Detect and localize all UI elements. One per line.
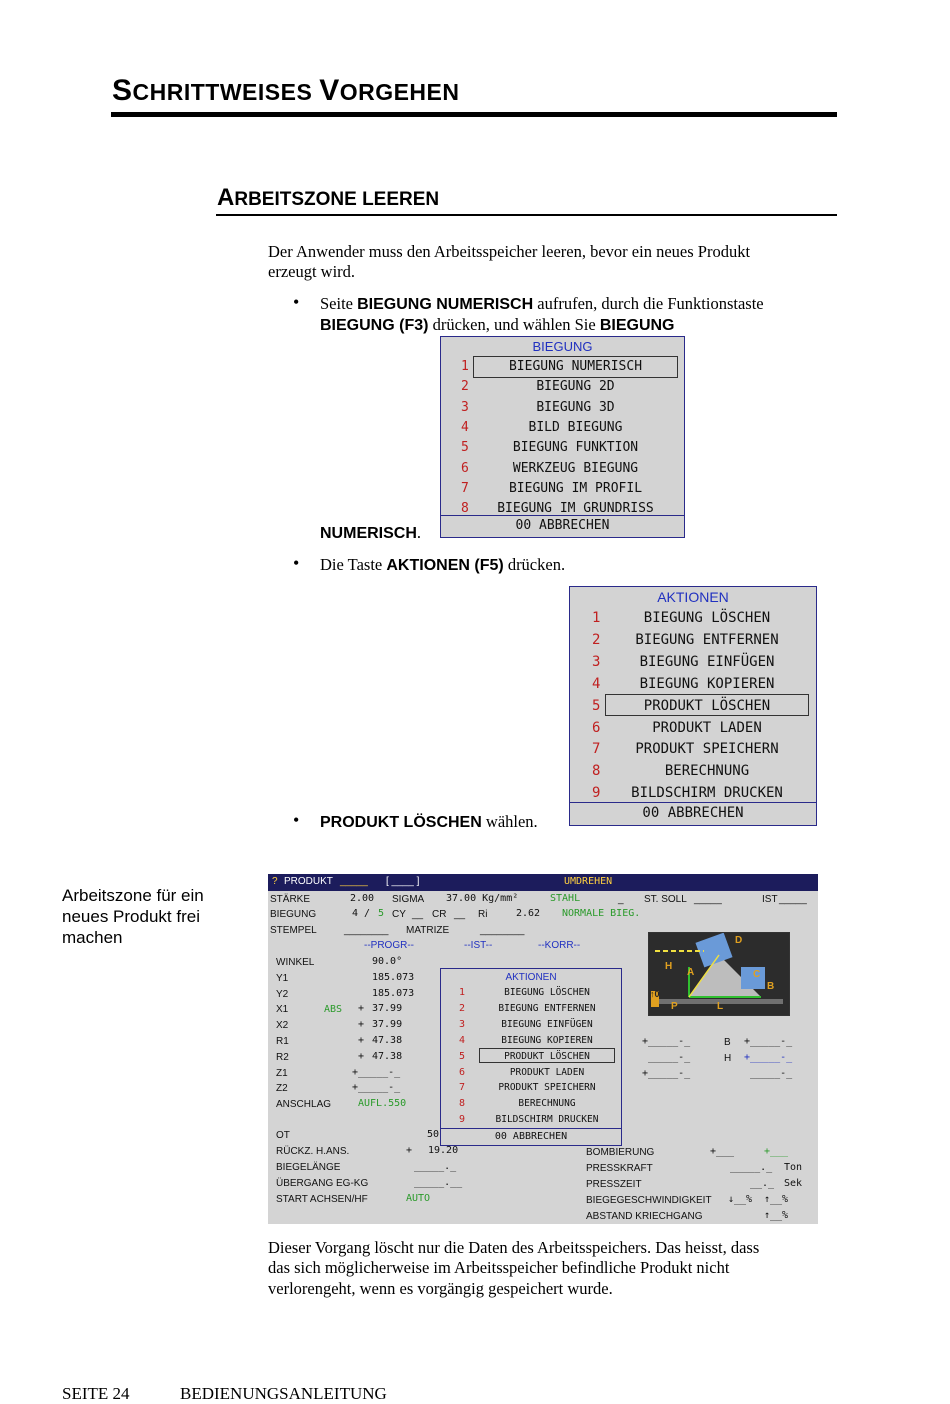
footer-title: BEDIENUNGSANLEITUNG xyxy=(180,1384,387,1403)
st-soll-label: ST. SOLL xyxy=(644,894,687,905)
outro-line-2: das sich möglicherweise im Arbeitsspeicher befindliche Produkt nicht xyxy=(268,1258,730,1277)
cy-label: CY xyxy=(392,909,406,920)
menu-item[interactable] xyxy=(441,378,684,398)
menu-item-label: BILDSCHIRM DRUCKEN xyxy=(631,785,783,802)
field-h-label: H xyxy=(724,1053,732,1064)
biegung-total: 5 xyxy=(378,908,385,919)
menu-item[interactable] xyxy=(441,1097,621,1112)
menu-item[interactable] xyxy=(570,762,816,783)
menu-item-number: 5 xyxy=(459,1050,466,1062)
menu-item-number: 8 xyxy=(459,1098,466,1110)
parameter-value[interactable]: 47.38 xyxy=(372,1050,403,1062)
menu-item-label: BIEGUNG 3D xyxy=(536,399,615,415)
biegung-current: 4 / xyxy=(352,908,371,919)
side-note-line: machen xyxy=(62,928,123,947)
parameter-value[interactable]: 185.073 xyxy=(372,987,415,999)
sigma-value: 37.00 Kg/mm² xyxy=(446,893,519,904)
menu-title: AKTIONEN xyxy=(505,972,557,983)
page-number: SEITE 24 xyxy=(62,1384,130,1403)
start-achsen-value: AUTO xyxy=(406,1193,431,1204)
menu-item-number: 5 xyxy=(592,697,601,714)
side-note-line: neues Produkt frei xyxy=(62,907,200,926)
abs-label: ABS xyxy=(324,1004,343,1015)
screen-number: ? xyxy=(272,876,278,887)
menu-item-label: BERECHNUNG xyxy=(518,1098,576,1110)
menu-item[interactable] xyxy=(441,1113,621,1128)
subsection-title-rule xyxy=(216,214,837,216)
menu-item[interactable] xyxy=(441,1018,621,1033)
ot-label: OT xyxy=(276,1130,290,1141)
menu-item[interactable] xyxy=(570,719,816,740)
menu-item[interactable] xyxy=(570,653,816,674)
menu-item-label: BILDSCHIRM DRUCKEN xyxy=(495,1114,599,1126)
bombierung-field-b[interactable]: +___ xyxy=(764,1146,789,1157)
subsection-title: ARBEITSZONE LEEREN xyxy=(217,184,440,211)
field-r2a[interactable]: _____-_ xyxy=(648,1052,691,1063)
bullet-1-line-3: NUMERISCH. xyxy=(320,523,422,542)
menu-item-label: BIEGUNG LÖSCHEN xyxy=(504,987,590,998)
bullet-1-line-2: BIEGUNG (F3) drücken, und wählen Sie BIEGUNG xyxy=(320,315,675,334)
uebergang-field[interactable]: _____.__ xyxy=(414,1177,463,1188)
menu-item[interactable] xyxy=(570,609,816,630)
menu-item[interactable] xyxy=(441,399,684,419)
menu-item-number: 6 xyxy=(459,1066,466,1078)
menu-title: BIEGUNG xyxy=(532,339,593,354)
menu-item-number: 4 xyxy=(592,675,601,692)
parameter-sign: + xyxy=(358,1050,365,1062)
menu-item-label: BIEGUNG NUMERISCH xyxy=(508,359,643,374)
material-value: STAHL xyxy=(550,893,581,904)
cy-field[interactable]: __ xyxy=(412,909,424,920)
menu-item-number: 7 xyxy=(459,1082,466,1094)
product-name-field[interactable]: _____ xyxy=(340,876,368,887)
menu-item-number: 6 xyxy=(461,460,469,476)
bend-diagram xyxy=(648,932,790,1016)
abbrechen-button[interactable]: 00 ABBRECHEN xyxy=(441,1128,621,1145)
abbrechen-button[interactable]: 00 ABBRECHEN xyxy=(570,802,816,825)
parameter-sign: + xyxy=(358,1035,365,1046)
korr-column-header: --KORR-- xyxy=(538,940,581,951)
intro-line-2: erzeugt wird. xyxy=(268,262,356,281)
progr-column-header: --PROGR-- xyxy=(364,940,414,951)
parameter-label: ANSCHLAG xyxy=(276,1099,332,1111)
material-field: _ xyxy=(618,894,624,905)
menu-item-label: PRODUKT LADEN xyxy=(509,1066,585,1078)
menu-item[interactable] xyxy=(441,1002,621,1017)
menu-item-number: 2 xyxy=(459,1002,466,1014)
presskraft-field[interactable]: _____._ xyxy=(730,1162,773,1173)
ist-column-header: --IST-- xyxy=(464,940,493,951)
menu-item-number: 9 xyxy=(592,785,601,802)
menu-item[interactable] xyxy=(570,675,816,696)
bombierung-field-a[interactable]: +___ xyxy=(710,1146,735,1157)
menu-item-label: BIEGUNG 2D xyxy=(536,379,615,395)
parameter-label: Z2 xyxy=(276,1083,288,1095)
field-r3a[interactable]: +_____-_ xyxy=(642,1068,691,1079)
parameter-label: X1 xyxy=(276,1004,289,1016)
machine-screen xyxy=(268,874,818,1224)
diagram-label-l: L xyxy=(717,1001,724,1012)
parameter-value[interactable]: 37.99 xyxy=(372,1019,403,1031)
menu-item[interactable] xyxy=(441,439,684,459)
presskraft-label: PRESSKRAFT xyxy=(586,1163,653,1174)
parameter-value: AUFL.550 xyxy=(358,1098,407,1110)
diagram-label-b: B xyxy=(767,981,775,992)
presszeit-label: PRESSZEIT xyxy=(586,1179,642,1190)
bullet-3-line: PRODUKT LÖSCHEN wählen. xyxy=(320,812,538,831)
staerke-label: STÄRKE xyxy=(270,894,311,905)
cr-label: CR xyxy=(432,909,447,920)
bombierung-label: BOMBIERUNG xyxy=(586,1147,655,1158)
menu-item-label: BIEGUNG IM PROFIL xyxy=(508,480,643,496)
diagram-label-c: C xyxy=(753,969,761,980)
diagram-label-d: D xyxy=(735,935,743,946)
aktionen-menu xyxy=(569,586,817,826)
menu-item-number: 6 xyxy=(592,719,601,736)
rueckz-label: RÜCKZ. H.ANS. xyxy=(276,1146,350,1157)
menu-item-number: 2 xyxy=(461,379,469,395)
ist-label: IST xyxy=(762,894,778,905)
parameter-value[interactable]: +_____-_ xyxy=(352,1066,401,1078)
parameter-value[interactable]: 47.38 xyxy=(372,1035,403,1046)
bullet-1-line-1: Seite BIEGUNG NUMERISCH aufrufen, durch die Funktionstaste xyxy=(320,294,764,313)
screen-title-bar xyxy=(268,874,818,891)
screen-title: PRODUKT xyxy=(284,876,333,887)
menu-item[interactable] xyxy=(441,1081,621,1096)
matrize-label: MATRIZE xyxy=(406,925,450,936)
cr-field[interactable]: __ xyxy=(454,909,466,920)
parameter-label: Y2 xyxy=(276,988,289,1000)
menu-item-label: BILD BIEGUNG xyxy=(528,419,623,435)
menu-item[interactable] xyxy=(441,480,684,500)
parameter-sign: + xyxy=(358,1003,365,1015)
section-title-rule xyxy=(111,112,837,117)
menu-item[interactable] xyxy=(441,1050,621,1065)
biegegeschw-label: BIEGEGESCHWINDIGKEIT xyxy=(586,1195,712,1206)
field-h[interactable]: +_____-_ xyxy=(744,1052,793,1063)
start-achsen-label: START ACHSEN/HF xyxy=(276,1194,368,1205)
menu-item-label: PRODUKT LÖSCHEN xyxy=(504,1050,590,1062)
diagram-label-a: A xyxy=(687,967,695,978)
menu-item-label: BIEGUNG EINFÜGEN xyxy=(501,1018,593,1030)
presszeit-unit: Sek xyxy=(784,1178,803,1189)
menu-item-number: 3 xyxy=(459,1018,466,1030)
menu-item-label: PRODUKT SPEICHERN xyxy=(635,741,779,758)
menu-item-number: 1 xyxy=(592,610,601,626)
biegelaenge-field[interactable]: _____._ xyxy=(414,1161,457,1172)
parameter-label: R1 xyxy=(276,1036,289,1047)
biegelaenge-label: BIEGELÄNGE xyxy=(276,1162,341,1173)
menu-item-label: PRODUKT LÖSCHEN xyxy=(643,697,771,714)
parameter-label: R2 xyxy=(276,1051,289,1063)
menu-item-number: 7 xyxy=(592,741,601,758)
parameter-label: Z1 xyxy=(276,1067,288,1079)
field-r1a[interactable]: +_____-_ xyxy=(642,1036,691,1047)
presskraft-unit: Ton xyxy=(784,1162,803,1173)
biegegeschw-field-b[interactable]: ↑__% xyxy=(764,1194,789,1205)
aktionen-overlay-menu xyxy=(440,968,622,1146)
menu-item-number: 1 xyxy=(461,359,469,374)
outro-line-1: Dieser Vorgang löscht nur die Daten des Arbeitsspeichers. Das heisst, dass xyxy=(268,1238,760,1257)
menu-item-number: 4 xyxy=(459,1034,466,1046)
ri-label: Ri xyxy=(478,909,488,920)
menu-item-number: 8 xyxy=(592,763,601,780)
stempel-label: STEMPEL xyxy=(270,925,317,936)
parameter-value[interactable]: 90.0° xyxy=(372,956,403,967)
menu-title: AKTIONEN xyxy=(657,589,729,605)
menu-item-label: BIEGUNG KOPIEREN xyxy=(501,1034,593,1046)
bullet-dot: • xyxy=(293,292,300,312)
ri-value: 2.62 xyxy=(516,908,541,919)
menu-item[interactable] xyxy=(441,358,684,378)
parameter-value[interactable]: +_____-_ xyxy=(352,1082,401,1094)
matrize-field[interactable]: ________ xyxy=(480,925,525,936)
abstand-field[interactable]: ↑__% xyxy=(764,1210,789,1221)
product-code-field[interactable]: [ ____ ] xyxy=(386,876,420,887)
menu-item[interactable] xyxy=(441,1034,621,1049)
abbrechen-button[interactable]: 00 ABBRECHEN xyxy=(441,515,684,537)
section-title: SCHRITTWEISES VORGEHEN xyxy=(112,74,460,107)
parameter-value[interactable]: 185.073 xyxy=(372,971,415,983)
parameter-label: X2 xyxy=(276,1020,289,1032)
menu-item-number: 8 xyxy=(461,501,469,517)
intro-line-1: Der Anwender muss den Arbeitsspeicher leeren, bevor ein neues Produkt xyxy=(268,242,751,261)
diagram-label-p: P xyxy=(671,1001,678,1012)
presszeit-field[interactable]: __._ xyxy=(750,1178,775,1189)
uebergang-label: ÜBERGANG EG-KG xyxy=(276,1178,369,1189)
parameter-label: Y1 xyxy=(276,972,289,984)
field-r3c[interactable]: _____-_ xyxy=(750,1068,793,1079)
menu-item-number: 9 xyxy=(459,1114,466,1126)
abstand-label: ABSTAND KRIECHGANG xyxy=(586,1211,703,1222)
menu-item-label: PRODUKT LADEN xyxy=(652,719,762,736)
menu-item-number: 1 xyxy=(459,987,466,998)
menu-item-number: 5 xyxy=(461,440,469,456)
parameter-label: WINKEL xyxy=(276,957,315,968)
bullet-2-line: Die Taste AKTIONEN (F5) drücken. xyxy=(320,555,566,574)
stempel-field[interactable]: ________ xyxy=(344,925,389,936)
ist-field: _____ xyxy=(779,894,807,905)
bullet-dot: • xyxy=(293,553,300,573)
menu-item[interactable] xyxy=(441,460,684,480)
st-soll-field[interactable]: _____ xyxy=(694,894,722,905)
menu-item-label: BERECHNUNG xyxy=(664,763,750,780)
menu-item-label: BIEGUNG ENTFERNEN xyxy=(498,1002,596,1014)
rueckz-value: 19.20 xyxy=(428,1145,459,1156)
bend-type-value: NORMALE BIEG. xyxy=(562,908,641,919)
side-note xyxy=(62,885,204,948)
diagram-label-zero: ↑0 xyxy=(650,989,660,999)
field-b-label: B xyxy=(724,1037,731,1048)
biegung-menu xyxy=(440,336,685,538)
menu-item-label: BIEGUNG EINFÜGEN xyxy=(639,653,775,670)
staerke-value: 2.00 xyxy=(350,893,375,904)
field-b[interactable]: +_____-_ xyxy=(744,1036,793,1047)
menu-item-number: 3 xyxy=(461,399,469,415)
ot-value: 50 xyxy=(427,1129,440,1140)
biegegeschw-field-a[interactable]: ↓__% xyxy=(728,1194,753,1205)
diagram-label-h: H xyxy=(665,961,673,972)
sigma-label: SIGMA xyxy=(392,894,425,905)
menu-item[interactable] xyxy=(570,631,816,652)
menu-item-label: BIEGUNG ENTFERNEN xyxy=(635,631,779,648)
rueckz-sign: + xyxy=(406,1145,413,1156)
menu-item[interactable] xyxy=(441,419,684,439)
menu-item-number: 2 xyxy=(592,631,601,648)
menu-item[interactable] xyxy=(570,740,816,761)
menu-item-number: 4 xyxy=(461,419,469,435)
biegung-label: BIEGUNG xyxy=(270,909,317,920)
menu-item[interactable] xyxy=(441,986,621,1001)
bullet-dot: • xyxy=(293,810,300,830)
menu-item-number: 3 xyxy=(592,653,601,670)
menu-item-label: WERKZEUG BIEGUNG xyxy=(512,460,639,476)
umdrehen-label: UMDREHEN xyxy=(564,876,613,887)
side-note-line: Arbeitszone für ein xyxy=(62,886,204,905)
menu-item-label: BIEGUNG LÖSCHEN xyxy=(643,610,771,626)
parameter-value[interactable]: 37.99 xyxy=(372,1003,403,1015)
menu-item-number: 7 xyxy=(461,480,469,496)
menu-item[interactable] xyxy=(570,697,816,718)
outro-line-3: verlorengeht, wenn es vorgängig gespeichert wurde. xyxy=(268,1279,613,1298)
menu-item-label: BIEGUNG IM GRUNDRISS xyxy=(497,501,654,517)
menu-item-label: BIEGUNG FUNKTION xyxy=(512,440,639,456)
menu-item-label: BIEGUNG KOPIEREN xyxy=(639,675,775,692)
parameter-sign: + xyxy=(358,1019,365,1031)
menu-item[interactable] xyxy=(441,1066,621,1081)
menu-item-label: PRODUKT SPEICHERN xyxy=(498,1082,596,1094)
